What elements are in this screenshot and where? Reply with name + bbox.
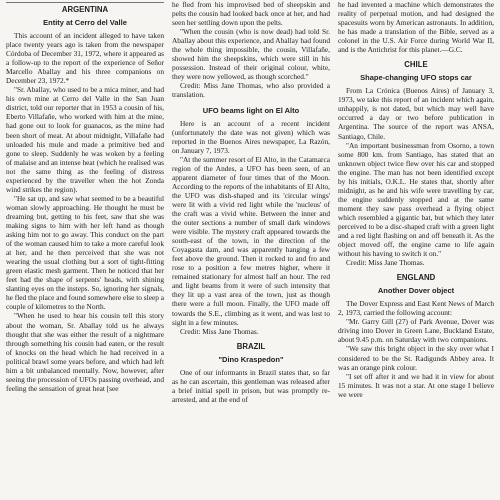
article-subhead-dino-kraspedon: "Dino Kraspedon" [218,354,284,364]
article-subhead-el-alto: UFO beams light on El Alto [202,105,300,115]
credit-line: Credit: Miss Jane Thomas. [180,326,259,336]
credit-line: Credit: Miss Jane Thomas, who also provided a translation. [172,81,330,100]
section-heading-chile: CHILE [404,60,428,70]
paragraph: "Sr. Aballay, who used to be a mica miner, and had his own mine at Cerro del Valle in the San Juan district, told our reporter that in 1953 a cousin of his, Eberto Villafañe, who worked with him at the mine, had gone out to look for guanacos, as the mine had been short of meat. At about midnight, Villafañe had unloaded his mule and made a primitive bed and gone to sleep. Suddenly he was woken by a feeling of malaise and an intense heat (which he realised was not the same thing as the feeling of distress experienced by the traveller when the hot Zonda wind strikes the region). [6,85,164,194]
article-subhead-cerro-del-valle: Entity at Cerro del Valle [43,18,127,27]
paragraph: "Mr. Garry Gill (27) of Park Avenue, Dover was driving into Dover in Green Lane, Buckland Estate, about 9.45 p.m. on Saturday with two companions. [338,317,494,345]
paragraph: One of our informants in Brazil states that, so far as he can ascertain, this gentleman was released after a brief initial spell in prison, but was promptly re-arrested, and at the end of [172,367,330,404]
column-2 [172,0,330,500]
paragraph: "I set off after it and we had it in view for about 15 minutes. It was not a star. At one stage I believe we were [338,371,494,399]
column-1 [6,0,164,500]
paragraph: This account of an incident alleged to have taken place twenty years ago is taken from the newspaper Córdoba of December 31, 1972, where it appeared as a follow-up to the report of the experience of Señor Marcello Aballay and his three companions on December 23, 1972.* [6,31,164,86]
paragraph: he had invented a machine which demonstrates the reality of perpetual motion, and had designed the spacesuits worn by American astronauts. In addition, he has made a translation of the Bible, served as a colonel in the U.S. Air Force during World War II, and is the Antichrist for this planet.—G.C. [338,0,494,55]
paragraph: "When he used to hear his cousin tell this story about the woman, Sr. Aballay told us he always thought that she was either the result of a nightmare through something his cousin had eaten, or the result of knocks on the head which he had received in a political brawl some years before, and which had left him a bit unbalanced mentally. Now, however, after seeing the procession of UFOs passing overhead, and feeling the sensation of great heat [see [6,311,164,393]
section-heading-brazil: BRAZIL [236,341,266,351]
paragraph: "When the cousin (who is now dead) had told Sr. Aballay about this experience, and Aballay had found the whole thing impossible, the cousin, Villafañe, showed him the sheepskins, which were still in his possession. Instead of their original colour, white, they were now yellowed, as though scorched." [172,27,330,82]
section-heading-argentina: ARGENTINA [61,5,109,14]
paragraph: Here is an account of a recent incident (unfortunately the date was not given) which was reported in the Buenos Aires newspaper, La Razón, on January 7, 1973. [172,118,330,155]
paragraph: The Dover Express and East Kent News of March 2, 1973, carried the following account: [338,299,494,318]
article-subhead-dover-object: Another Dover object [377,286,455,296]
column-3 [338,0,494,500]
paragraph: "He sat up, and saw what seemed to be a beautiful woman slowly approaching. He thought he must be dreaming but, getting to his feet, saw that she was making signs to him with her left hand as though asking him not to go away. This conduct on the part of the woman caused him to take a more careful look at her, and he then perceived that she was not wearing the usual clothing but a sort of tight-fitting green elastic mesh garment. Then he noticed that her feet had the shape of serpents' heads, with shining slanting eyes on the insteps. So, ignoring her signals, he fled the place and found somewhere else to sleep a couple of kilometres to the North. [6,193,164,312]
paragraph: "We saw this bright object in the sky over what I considered to be the St. Radigunds Abbey area. It was an orange pink colour. [338,344,494,372]
credit-line: Credit: Miss Jane Thomas. [346,258,425,268]
section-heading-england: ENGLAND [396,273,436,283]
paragraph: "At the summer resort of El Alto, in the Catamarca region of the Andes, a UFO has been seen, of an apparent diameter of four times that of the Moon. According to the reports of the inhabitants of El Alto, the UFO was dish-shaped and its 'circular wings' were lit with a vivid red light while the 'nucleus' of the craft was a vivid white. Between the inner and the outer sections a number of small dark windows were visible. The mystery craft appeared towards the south-east of the town, in the direction of the Coyagasta dam, and was apparently hanging a few feet above the ground. Then it rocked to and fro and rose to a position a few metres higher, where it remained stationary for almost half an hour. The red and light beams from it were of such intensity that they lit up a vast area of the town, just as though there were a full moon. Finally, the UFO made off towards the S.E., climbing as it went, and was lost to sight in a few minutes. [172,154,330,327]
paragraph: "An important businessman from Osorno, a town some 800 km. from Santiago, has stated that an unknown object twice flew over his car and stopped the engine. The man has not been identified except by his initials, O.K.L. He states that, shortly after midnight, as he and his wife were travelling by car, the engine suddenly stopped and at the same moment they saw pass overhead a flying object which resembled a gigantic bat, but which they later perceived to be a disc-shaped craft with a green light and a red light flashing on and off beneath it. As the object moved off, the engine came to life again without his having to switch it on." [338,140,494,259]
paragraph: he fled from his improvised bed of sheepskin and pelts the cousin had looked back once at her, and had seen her settling down upon the pelts. [172,0,330,28]
top-rule [6,2,164,3]
paragraph: From La Crónica (Buenos Aires) of January 3, 1973, we take this report of an incident which again, unhappily, is not dated, but which may well have occurred a day or two before publication in Argentina. The source of the report was ANSA, Santiago, Chile. [338,86,494,141]
article-subhead-shape-changing-ufo: Shape-changing UFO stops car [360,73,472,83]
